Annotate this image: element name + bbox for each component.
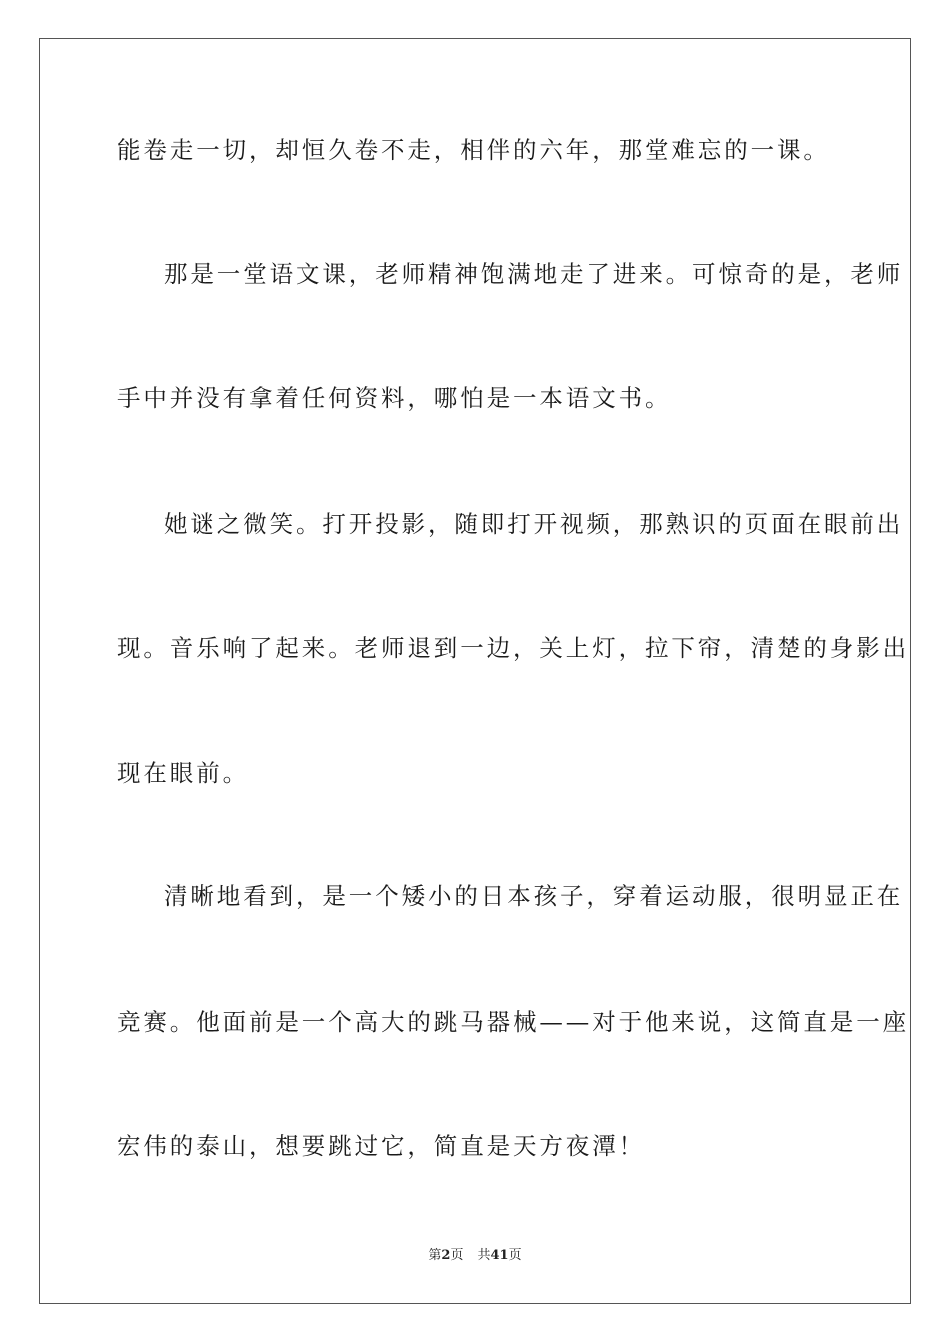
text-line: 现在眼前。 xyxy=(117,759,249,787)
text-line: 现。音乐响了起来。老师退到一边，关上灯，拉下帘，清楚的身影出 xyxy=(117,634,909,662)
text-line: 手中并没有拿着任何资料，哪怕是一本语文书。 xyxy=(117,384,672,412)
total-pages-indicator: 共41页 xyxy=(477,1248,522,1263)
text-line: 竞赛。他面前是一个高大的跳马器械——对于他来说，这简直是一座 xyxy=(117,1008,909,1036)
text-line: 那是一堂语文课，老师精神饱满地走了进来。可惊奇的是，老师 xyxy=(164,260,904,288)
page-footer xyxy=(0,1247,950,1265)
text-line: 她谜之微笑。打开投影，随即打开视频，那熟识的页面在眼前出 xyxy=(164,510,904,538)
page-border xyxy=(39,38,911,1304)
text-line: 能卷走一切，却恒久卷不走，相伴的六年，那堂难忘的一课。 xyxy=(117,136,830,164)
page-indicator: 第2页 xyxy=(428,1248,464,1263)
text-line: 宏伟的泰山，想要跳过它，简直是天方夜潭！ xyxy=(117,1132,645,1160)
text-line: 清晰地看到，是一个矮小的日本孩子，穿着运动服，很明显正在 xyxy=(164,882,904,910)
